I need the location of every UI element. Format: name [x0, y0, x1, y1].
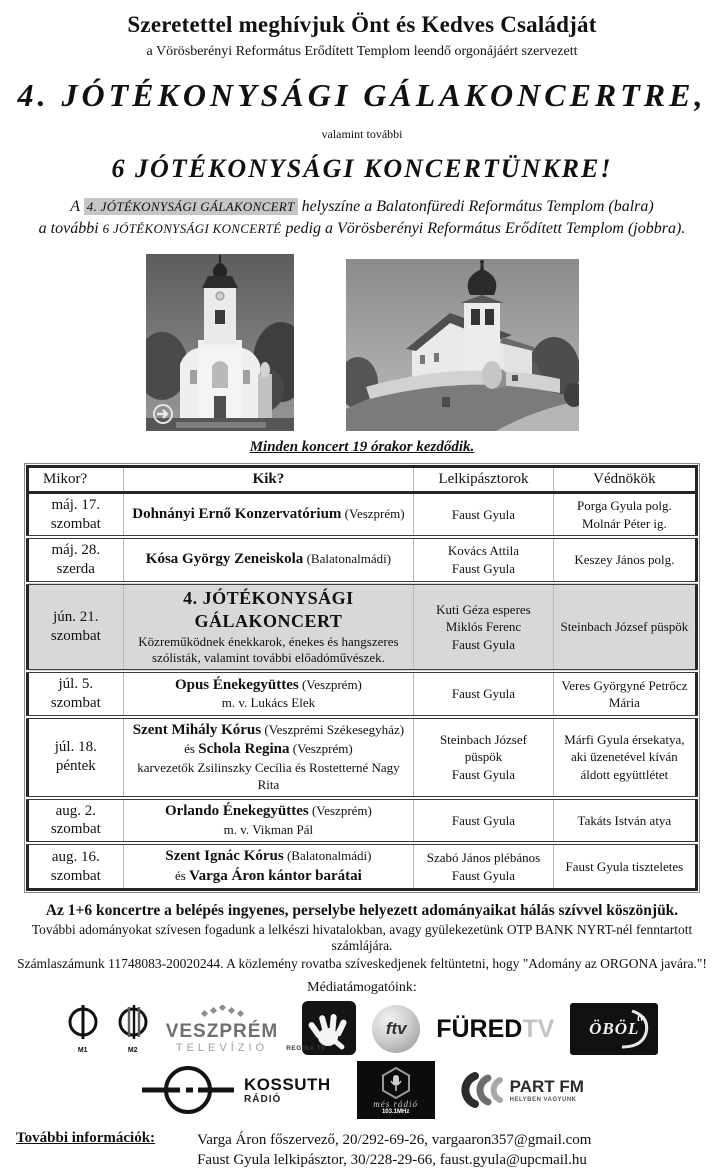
table-row: [28, 492, 697, 537]
photo-vorosbereny-church: [346, 259, 579, 431]
concert-time-note: Minden koncert 19 órakor kezdődik.: [249, 438, 475, 455]
photo-balatonfured-church: [146, 254, 294, 431]
pastors-cell: Kovács Attila Faust Gyula: [414, 537, 554, 583]
intro-line-2: a további 6 JÓTÉKONYSÁGI KONCERTÉ pedig a Vörösberényi Református Erődített Templom (jobbra).: [38, 220, 686, 238]
obol-tv-logo: ÖBÖL tv: [570, 1003, 658, 1055]
performer-cell: Szent Ignác Kórus (Balatonalmádi) és Varga Áron kántor barátai: [123, 843, 414, 890]
highlighted-gala-text: 4. JÓTÉKONYSÁGI GÁLAKONCERT: [84, 198, 298, 215]
table-row: [28, 717, 697, 798]
performer-cell: Opus Énekegyüttes (Veszprém) m. v. Lukács Elek: [123, 671, 414, 717]
connector-text: valamint további: [321, 127, 403, 141]
invitation-subline: a Vörösberényi Református Erődített Templom leendő orgonájáért szervezett: [146, 44, 578, 59]
intro-line-1: A 4. JÓTÉKONYSÁGI GÁLAKONCERT helyszíne a Balatonfüredi Református Templom (balra): [70, 198, 654, 215]
table-row: [28, 583, 697, 672]
performer-cell: Dohnányi Ernő Konzervatórium (Veszprém): [123, 492, 414, 537]
m1-tv-logo: M1: [66, 1004, 100, 1054]
col-header-who: Kik?: [123, 466, 414, 492]
pastors-cell: Faust Gyula: [414, 671, 554, 717]
six-concerts-title: 6 JÓTÉKONYSÁGI KONCERTÜNKRE!: [111, 154, 613, 183]
donation-block: [0, 902, 724, 972]
table-row: [28, 671, 697, 717]
date-cell: máj. 17. szombat: [50, 496, 101, 532]
performer-cell: Kósa György Zeneiskola (Balatonalmádi): [123, 537, 414, 583]
caps-concerts-text: 6 JÓTÉKONYSÁGI KONCERTÉ: [102, 221, 282, 237]
crown-icon: [200, 1005, 244, 1018]
concert-schedule-table: [26, 465, 698, 891]
date-cell: júl. 5. szombat: [28, 671, 124, 717]
table-header: [28, 466, 697, 492]
performer-cell: Orlando Énekegyüttes (Veszprém) m. v. Vikman Pál: [123, 798, 414, 844]
patrons-cell: Márfi Gyula érsekatya, aki üzenetével kíván áldott együttlétet: [553, 717, 696, 798]
date-cell: júl. 18. péntek: [28, 717, 124, 798]
patrons-cell: Porga Gyula polg. Molnár Péter ig.: [553, 492, 696, 537]
col-header-pastors: Lelkipásztorok: [414, 466, 554, 492]
church-photos: [0, 254, 724, 431]
donation-line-2: Számlaszámunk 11748083-20020244. A közlemény rovatba szíveskedjenek feltüntetni, hogy "Adomány az ORGONA javára."!: [17, 956, 707, 972]
table-row: [28, 798, 697, 844]
pastors-cell: Faust Gyula: [414, 492, 554, 537]
patrons-cell: Veres Györgyné Petrőcz Mária: [553, 671, 696, 717]
regina-tv-logo: REGINA TV: [294, 1001, 356, 1057]
patrons-cell: Takáts István atya: [553, 798, 696, 844]
microphone-icon: [381, 1067, 411, 1099]
waves-icon: [461, 1072, 505, 1108]
patrons-cell: Steinbach József püspök: [553, 583, 696, 672]
intro-paragraph: [0, 196, 724, 241]
m2-tv-logo: M2: [116, 1004, 150, 1054]
contact-section: [16, 1130, 724, 1171]
table-body: [28, 492, 697, 889]
pastors-cell: Faust Gyula: [414, 798, 554, 844]
media-sponsors-label: Médiatámogatóink:: [307, 980, 417, 996]
media-logos-row-1: [0, 1000, 724, 1058]
gala-concert-title: 4. JÓTÉKONYSÁGI GÁLAKONCERTRE,: [17, 77, 707, 113]
performer-cell: 4. JÓTÉKONYSÁGI GÁLAKONCERT Közreműködnek énekkarok, énekes és hangszeres szólisták, valamint további előadóművészek.: [123, 583, 414, 672]
donation-line-1: További adományokat szívesen fogadunk a lelkészi hivatalokban, avagy gyülekezetünk OTP BANK NYRT-nél fenntartott számlájára.: [31, 922, 693, 954]
pastors-cell: Steinbach József püspök Faust Gyula: [414, 717, 554, 798]
date-cell: aug. 2. szombat: [28, 798, 124, 844]
performer-cell: Szent Mihály Kórus (Veszprémi Székesegyház) és Schola Regina (Veszprém) karvezetők Zsilinszky Cecília és Rostetterné Nagy Rita: [123, 717, 414, 798]
contact-lines: [197, 1130, 591, 1171]
kossuth-radio-logo: KOSSUTH RÁDIÓ: [140, 1062, 331, 1118]
date-cell: aug. 16. szombat: [28, 843, 124, 890]
contact-line-pastor: Faust Gyula lelkipásztor, 30/228-29-66, faust.gyula@upcmail.hu: [197, 1152, 587, 1169]
mes-radio-logo: més rádió 103.1MHz: [357, 1061, 435, 1119]
contact-label: További információk:: [16, 1130, 156, 1147]
col-header-when: Mikor?: [28, 466, 124, 492]
pastors-cell: Szabó János plébános Faust Gyula: [414, 843, 554, 890]
col-header-patrons: Védnökök: [553, 466, 696, 492]
kossuth-circle-icon: [140, 1062, 236, 1118]
patrons-cell: Keszey János polg.: [553, 537, 696, 583]
veszprem-tv-logo: VESZPRÉM TELEVÍZIÓ: [166, 1005, 279, 1054]
table-row: [28, 537, 697, 583]
date-cell: máj. 28. szerda: [28, 537, 124, 583]
fured-tv-logo: FÜREDTV: [436, 1014, 555, 1043]
media-logos-row-2: [0, 1060, 724, 1120]
date-cell: jún. 21. szombat: [28, 583, 124, 672]
patrons-cell: Faust Gyula tiszteletes: [553, 843, 696, 890]
part-fm-logo: PART FM HELYBEN VAGYUNK: [461, 1072, 584, 1108]
pastors-cell: Kuti Géza esperes Miklós Ferenc Faust Gyula: [414, 583, 554, 672]
invitation-headline: Szeretettel meghívjuk Önt és Kedves Családját: [127, 12, 597, 37]
table-row: [28, 843, 697, 890]
free-entry-line: Az 1+6 koncertre a belépés ingyenes, perselybe helyezett adományaikat hálás szívvel köszönjük.: [45, 902, 679, 920]
ftv-logo: ftv: [372, 1005, 420, 1053]
contact-line-organizer: Varga Áron főszervező, 20/292-69-26, vargaaron357@gmail.com: [197, 1132, 592, 1149]
